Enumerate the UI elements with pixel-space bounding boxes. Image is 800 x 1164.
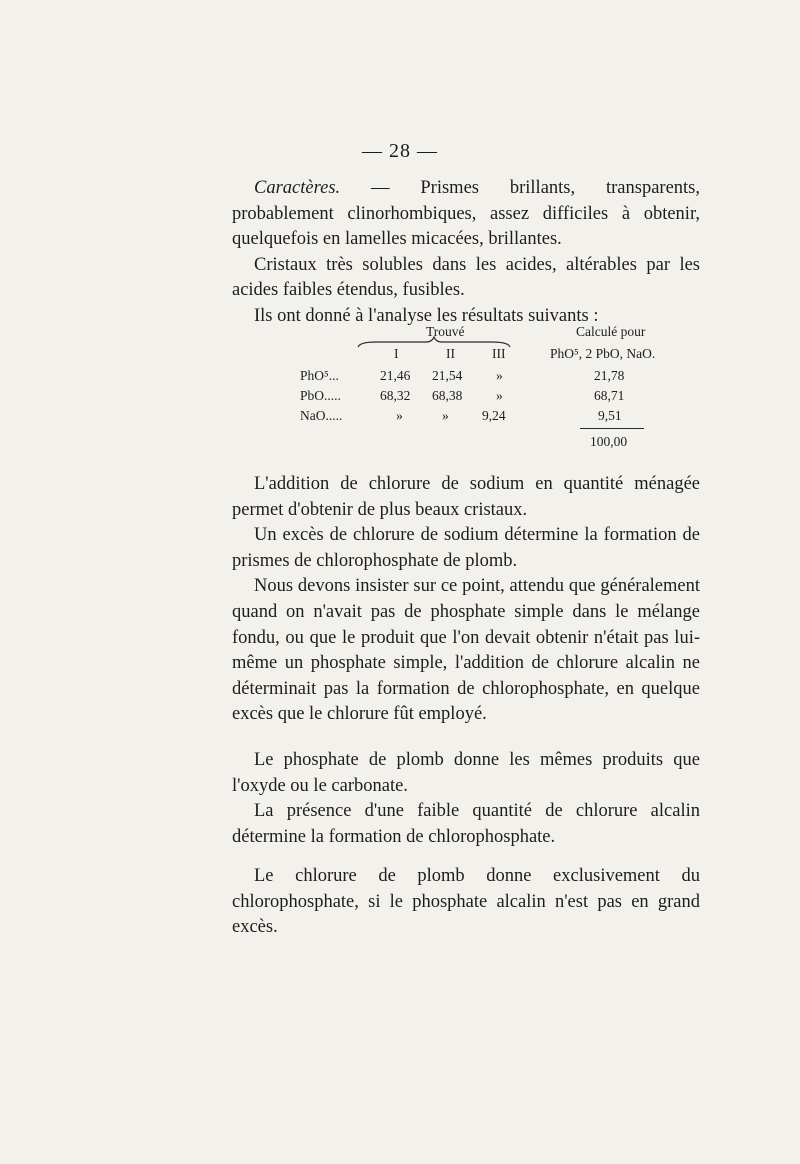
row-label: PhO⁵... — [300, 368, 339, 383]
paragraph-solubility: Cristaux très solubles dans les acides, altérables par les acides faibles étendus, fusibles. — [232, 254, 700, 301]
cell-value: 68,71 — [594, 388, 625, 403]
paragraph: Nous devons insister sur ce point, attendu que généralement quand on n'avait pas de phosphate simple dans le mélange fondu, ou que le produit que l'on devait obtenir n'était pas lui-même un phosphate simple, l'addition de chlorure alcalin ne déterminait pas la formation de chlorophosphate, en quelque excès que le chlorure fût employé. — [232, 576, 700, 725]
cell-value: 21,78 — [594, 368, 625, 383]
text-block-chloride — [232, 472, 700, 728]
caracteres-label: Caractères. — [254, 178, 341, 198]
cell-value: » — [442, 408, 449, 423]
text-block-lead-chloride — [232, 864, 700, 941]
table-calc-formula: PhO⁵, 2 PbO, NaO. — [550, 346, 656, 361]
cell-value: » — [396, 408, 403, 423]
cell-value: 9,51 — [598, 408, 622, 423]
cell-value: » — [496, 388, 503, 403]
page-number: — 28 — — [362, 140, 438, 162]
cell-value: 68,38 — [432, 388, 463, 403]
table-col-i: I — [394, 346, 399, 361]
text-block-phosphate — [232, 748, 700, 850]
total-rule — [580, 428, 644, 429]
table-col-ii: II — [446, 346, 455, 361]
cell-value: 68,32 — [380, 388, 411, 403]
paragraph: La présence d'une faible quantité de chlorure alcalin détermine la formation de chlorophosphate. — [232, 801, 700, 847]
table-calc-header: Calculé pour — [576, 324, 646, 339]
caracteres-text: — Prismes brillants, transparents, probablement clinorhombiques, assez difficiles à obtenir, quelquefois en lamelles micacées, brillantes. — [232, 178, 700, 250]
cell-value: 9,24 — [482, 408, 506, 423]
paragraph: Le phosphate de plomb donne les mêmes produits que l'oxyde ou le carbonate. — [232, 750, 700, 796]
trouve-brace — [356, 336, 512, 350]
paragraph: L'addition de chlorure de sodium en quantité ménagée permet d'obtenir de plus beaux cristaux. — [232, 474, 700, 520]
cell-value: 21,54 — [432, 368, 463, 383]
row-label: PbO..... — [300, 388, 341, 403]
table-found-header: Trouvé — [426, 324, 465, 339]
text-block-characteristics — [232, 176, 700, 330]
table-col-iii: III — [492, 346, 506, 361]
cell-value: » — [496, 368, 503, 383]
table-total: 100,00 — [590, 434, 628, 449]
paragraph: Le chlorure de plomb donne exclusivement du chlorophosphate, si le phosphate alcalin n'est pas en grand excès. — [232, 866, 700, 938]
paragraph-analysis-intro: Ils ont donné à l'analyse les résultats suivants : — [254, 305, 599, 326]
cell-value: 21,46 — [380, 368, 411, 383]
paragraph-characteristics — [232, 176, 700, 253]
row-label: NaO..... — [300, 408, 343, 423]
paragraph: Un excès de chlorure de sodium détermine la formation de prismes de chlorophosphate de plomb. — [232, 525, 700, 571]
